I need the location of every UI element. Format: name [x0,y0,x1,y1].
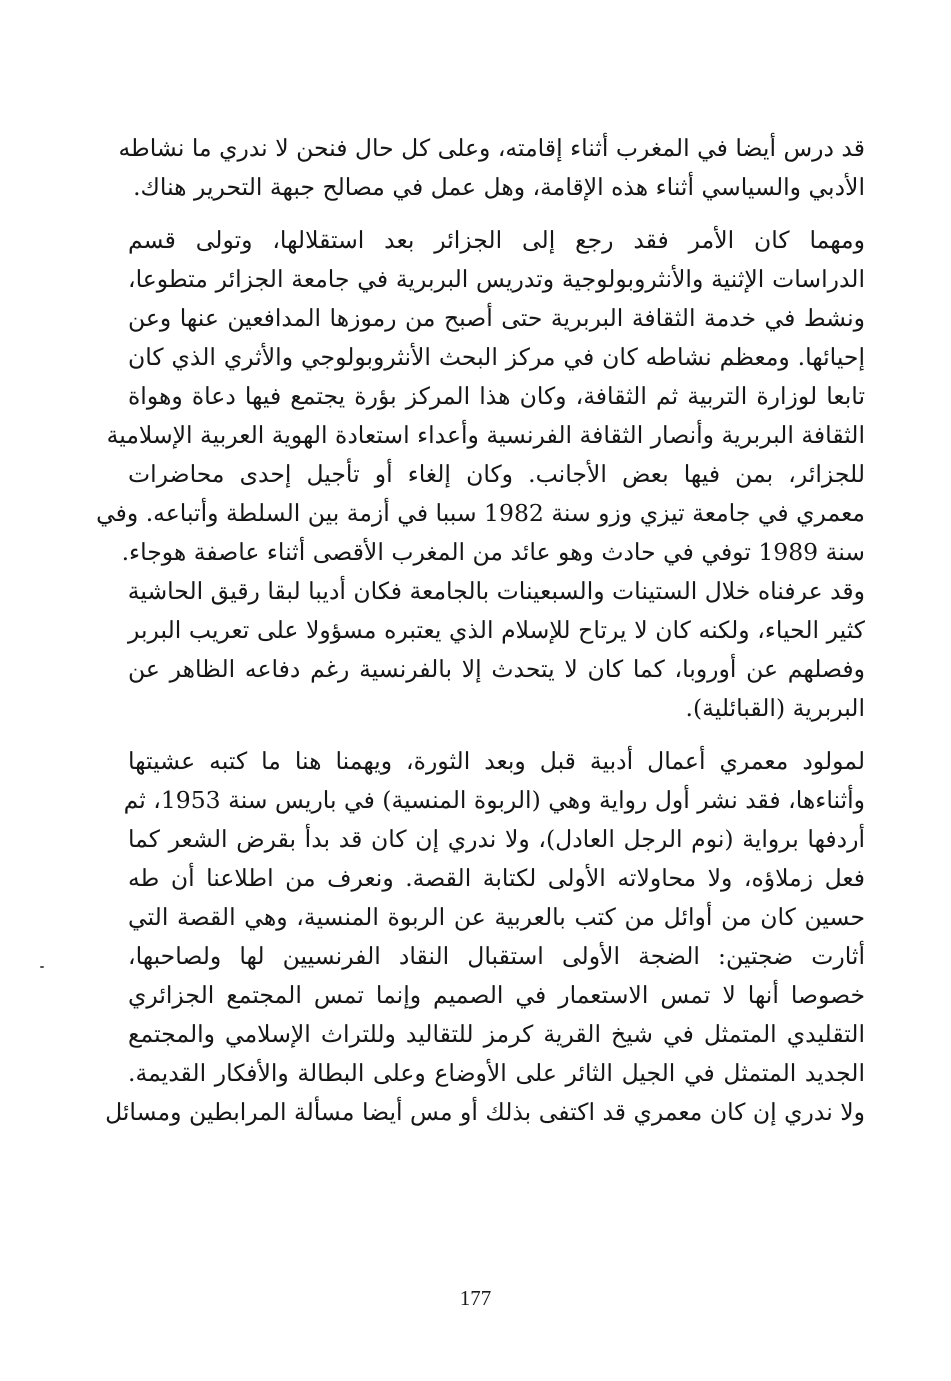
text-line: ونشط في خدمة الثقافة البربرية حتى أصبح من رموزها المدافعين عنها وعن [128,304,865,332]
text-line: الدراسات الإثنية والأنثروبولوجية وتدريس البربرية في جامعة الجزائر متطوعا، [128,265,865,293]
text-line: الجديد المتمثل في الجيل الثائر على الأوضاع وعلى البطالة والأفكار القديمة. [128,1059,865,1087]
text-line: قد درس أيضا في المغرب أثناء إقامته، وعلى كل حال فنحن لا ندري ما نشاطه [118,134,865,162]
text-line: ومهما كان الأمر فقد رجع إلى الجزائر بعد استقلالها، وتولى قسم [128,226,865,254]
page-number: 177 [459,1286,492,1310]
text-line: وقد عرفناه خلال الستينات والسبعينات بالجامعة فكان أديبا لبقا رقيق الحاشية [127,577,865,605]
text-line: الثقافة البربرية وأنصار الثقافة الفرنسية وأعداء استعادة الهوية العربية الإسلامية [106,421,865,449]
text-line: سنة 1989 توفي في حادث وهو عائد من المغرب الأقصى أثناء عاصفة هوجاء. [121,538,865,566]
text-line: كثير الحياء، ولكنه كان لا يرتاح للإسلام الذي يعتبره مسؤولا على تعريب البربر [128,616,865,644]
text-line: أثارت ضجتين: الضجة الأولى استقبال النقاد الفرنسيين لها ولصاحبها، [128,942,865,970]
text-line: خصوصا أنها لا تمس الاستعمار في الصميم وإنما تمس المجتمع الجزائري [128,981,865,1009]
text-line: وأثناءها، فقد نشر أول رواية وهي (الربوة المنسية) في باريس سنة 1953، ثم [123,786,865,814]
text-line: تابعا لوزارة التربية ثم الثقافة، وكان هذا المركز بؤرة يجتمع فيها دعاة وهواة [128,382,865,410]
text-line: وفصلهم عن أوروبا، كما كان لا يتحدث إلا بالفرنسية رغم دفاعه الظاهر عن [128,655,865,683]
text-line: التقليدي المتمثل في شيخ القرية كرمز للتقاليد وللتراث الإسلامي والمجتمع [128,1020,865,1048]
text-line: إحيائها. ومعظم نشاطه كان في مركز البحث الأنثروبولوجي والأثري الذي كان [128,343,865,371]
text-line: لمولود معمري أعمال أدبية قبل وبعد الثورة، ويهمنا هنا ما كتبه عشيتها [128,747,865,775]
text-line: معمري في جامعة تيزي وزو سنة 1982 سببا في أزمة بين السلطة وأتباعه. وفي [96,499,865,527]
text-line: حسين كان من أوائل من كتب بالعربية عن الربوة المنسية، وهي القصة التي [128,903,865,931]
text-line: البربرية (القبائلية). [685,694,865,722]
text-line: أردفها برواية (نوم الرجل العادل)، ولا ندري إن كان قد بدأ بقرض الشعر كما [128,825,865,853]
scan-speck [40,966,44,968]
text-line: فعل زملاؤه، ولا محاولاته الأولى لكتابة القصة. ونعرف من اطلاعنا أن طه [128,864,865,892]
text-line: الأدبي والسياسي أثناء هذه الإقامة، وهل عمل في مصالح جبهة التحرير هناك. [133,173,865,201]
text-line: ولا ندري إن كان معمري قد اكتفى بذلك أو مس أيضا مسألة المرابطين ومسائل [105,1098,865,1126]
text-line: للجزائر، بمن فيها بعض الأجانب. وكان إلغاء أو تأجيل إحدى محاضرات [128,460,865,488]
